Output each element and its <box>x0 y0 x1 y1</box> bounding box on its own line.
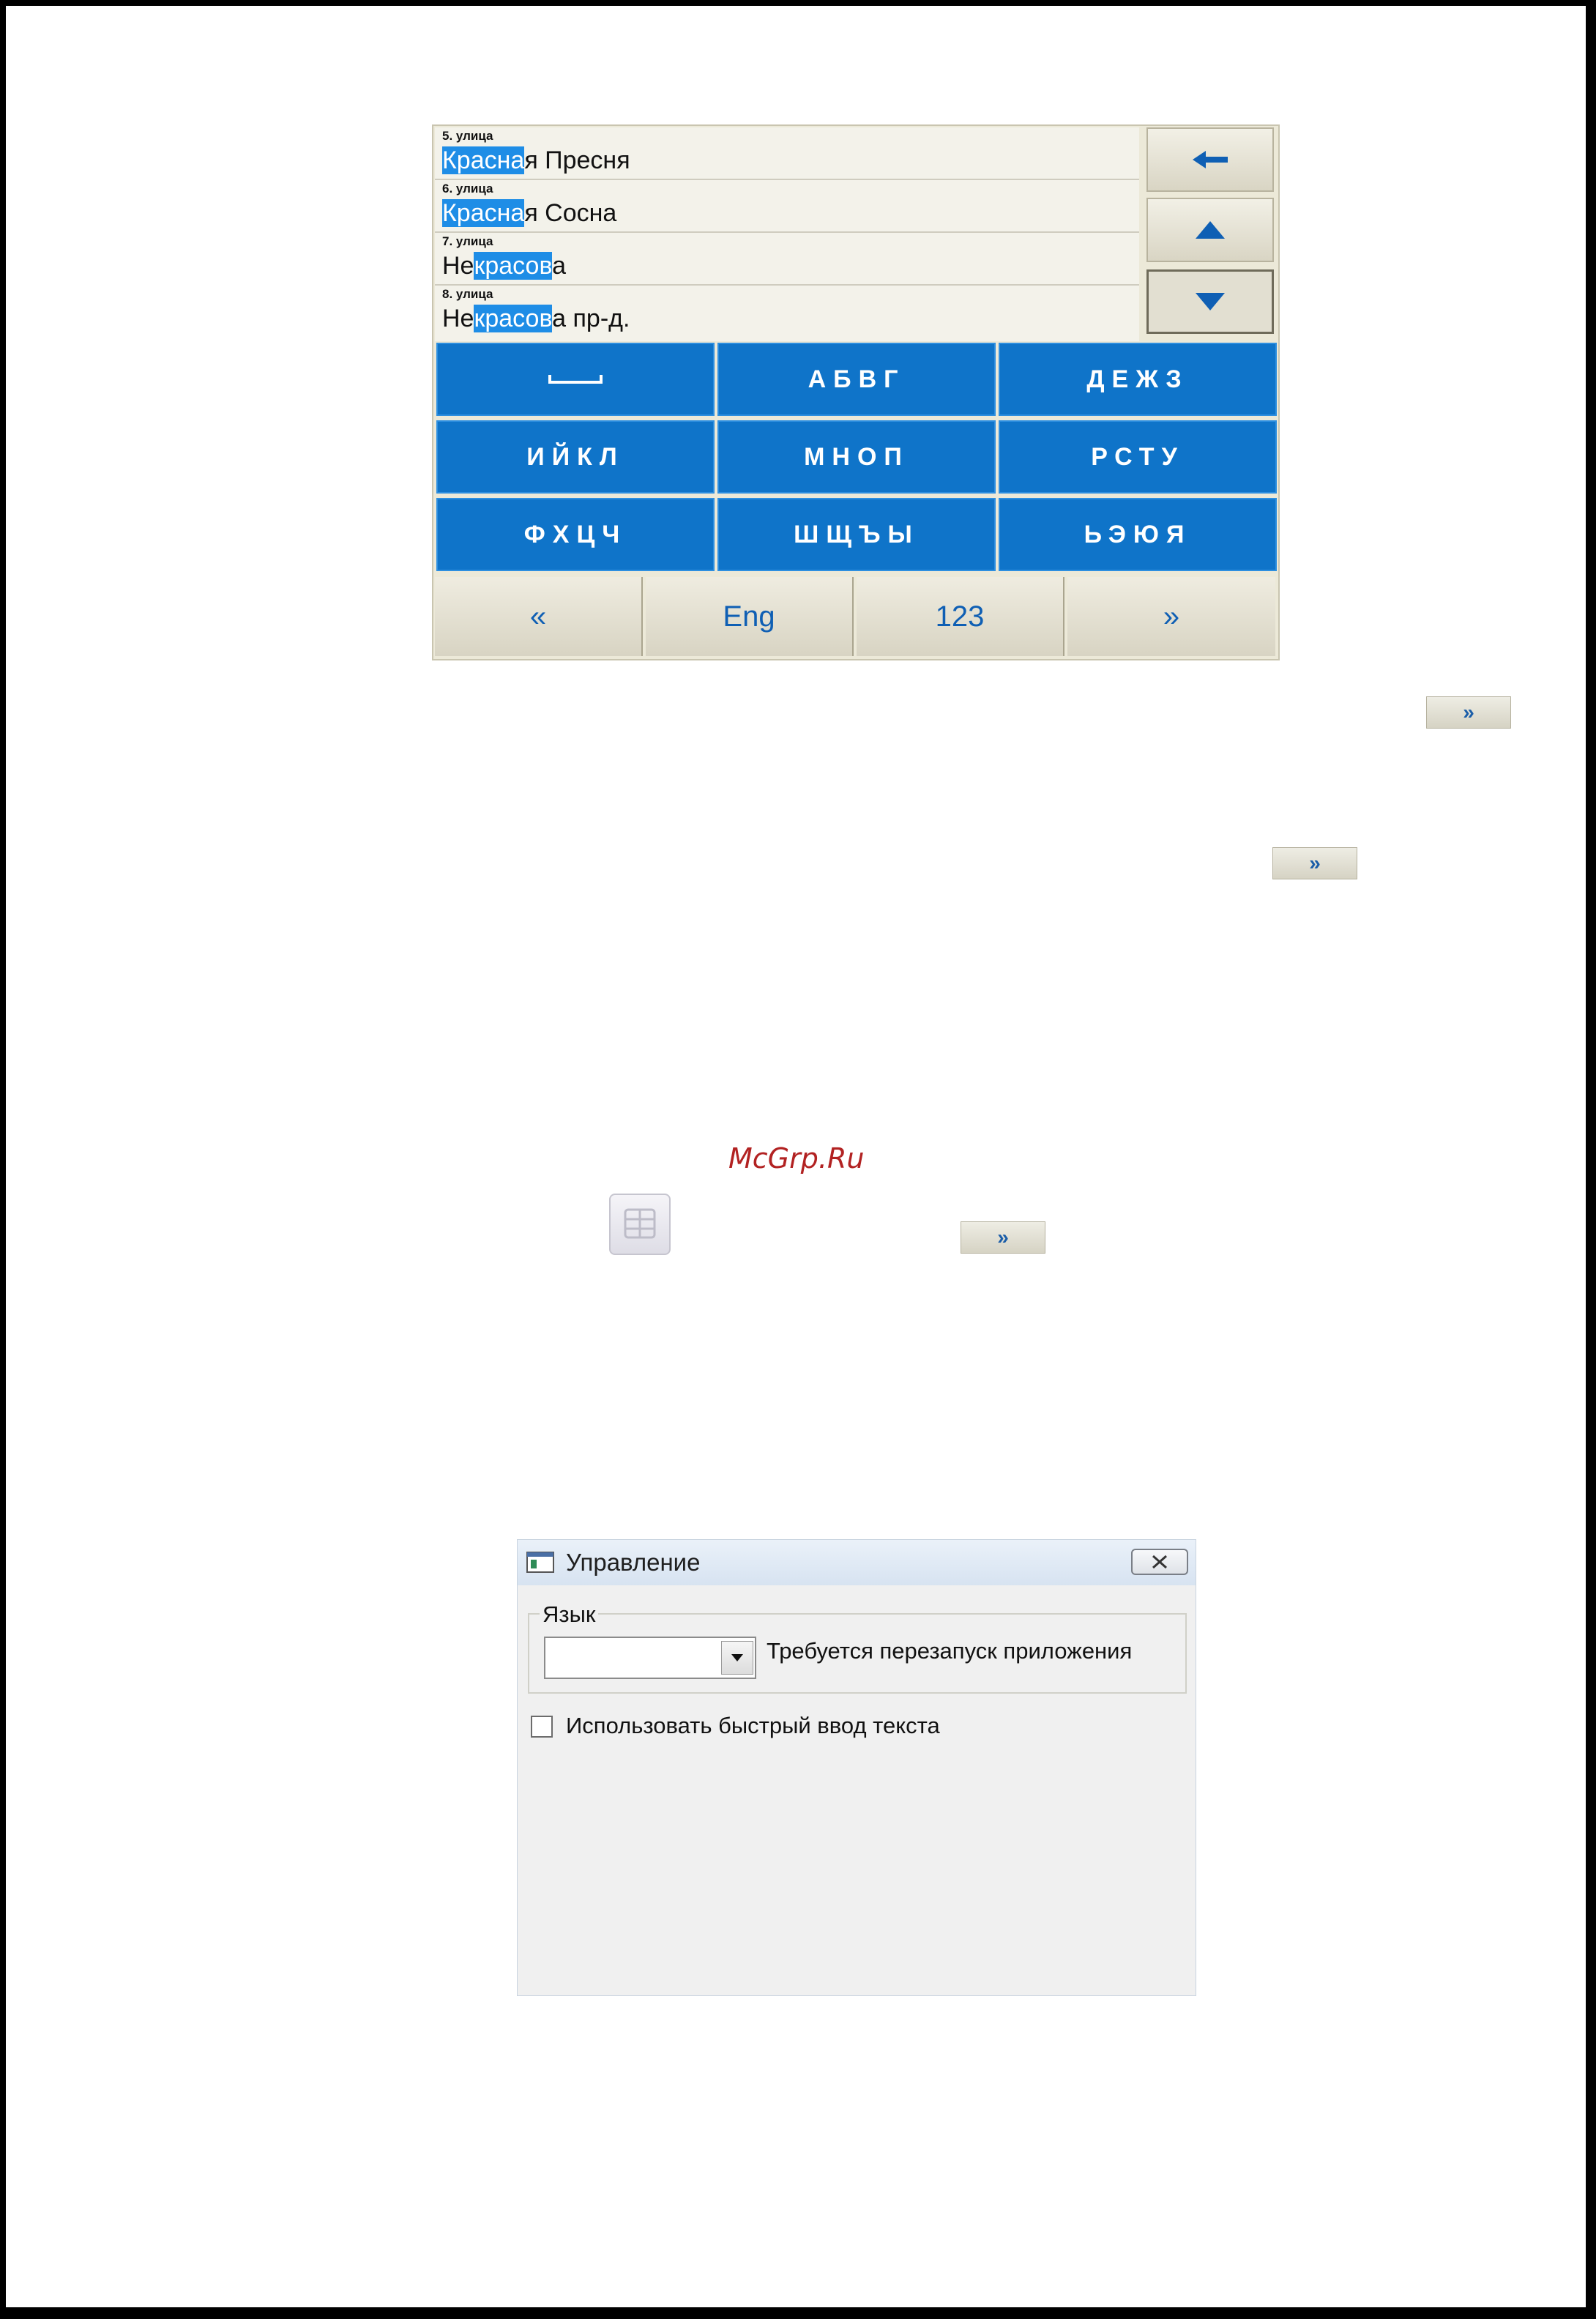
list-item[interactable] <box>435 127 1139 180</box>
scroll-up-button[interactable] <box>1146 198 1274 262</box>
next-inline-button: » <box>961 1221 1045 1254</box>
grid-icon <box>609 1194 671 1255</box>
settings-dialog <box>517 1539 1196 1996</box>
key-rstu[interactable]: РСТУ <box>999 420 1277 494</box>
grid-icon-glyph <box>611 1195 669 1254</box>
match-highlight: красов <box>474 252 553 280</box>
dropdown-button[interactable] <box>721 1641 753 1675</box>
language-eng-button[interactable]: Eng <box>646 577 854 656</box>
numbers-button[interactable]: 123 <box>857 577 1064 656</box>
watermark: McGrp.Ru <box>728 1142 865 1175</box>
match-highlight: Красна <box>442 146 525 174</box>
quick-input-checkbox[interactable] <box>531 1716 553 1738</box>
close-icon <box>1150 1554 1169 1570</box>
next-page-button[interactable]: » <box>1067 577 1275 656</box>
key-dezhz[interactable]: ДЕЖЗ <box>999 343 1277 416</box>
arrow-down-icon <box>1194 291 1226 312</box>
item-name: Красная Пресня <box>442 146 630 174</box>
item-name: Некрасова <box>442 252 567 280</box>
space-icon <box>548 373 603 385</box>
list-item[interactable] <box>435 180 1139 233</box>
key-abvg[interactable]: АБВГ <box>717 343 996 416</box>
arrow-up-icon <box>1194 220 1226 240</box>
item-name: Красная Сосна <box>442 199 617 227</box>
match-highlight: красов <box>474 305 553 332</box>
chevron-down-icon <box>731 1653 744 1662</box>
dialog-titlebar <box>518 1540 1196 1585</box>
app-icon <box>526 1550 556 1574</box>
restart-note: Требуется перезапуск приложения <box>767 1638 1133 1664</box>
language-group-label: Язык <box>540 1601 598 1628</box>
key-shshch[interactable]: ШЩЪЫ <box>717 498 996 571</box>
match-highlight: Красна <box>442 199 525 227</box>
next-inline-button: » <box>1272 847 1357 879</box>
key-fhcch[interactable]: ФХЦЧ <box>436 498 715 571</box>
item-label: 5. улица <box>442 129 493 143</box>
keyboard-screen <box>432 124 1280 660</box>
key-iykl[interactable]: ИЙКЛ <box>436 420 715 494</box>
list-item[interactable] <box>435 286 1139 338</box>
item-label: 6. улица <box>442 182 493 196</box>
results-list <box>435 127 1139 341</box>
item-label: 8. улица <box>442 287 493 301</box>
item-label: 7. улица <box>442 234 493 248</box>
quick-input-label[interactable]: Использовать быстрый ввод текста <box>566 1713 940 1738</box>
backspace-button[interactable] <box>1146 127 1274 192</box>
dialog-title: Управление <box>566 1549 701 1576</box>
key-eyuya[interactable]: ЬЭЮЯ <box>999 498 1277 571</box>
prev-page-button[interactable]: « <box>435 577 643 656</box>
item-name: Некрасова пр-д. <box>442 305 630 332</box>
list-item[interactable] <box>435 233 1139 286</box>
space-key[interactable] <box>436 343 715 416</box>
scroll-down-button[interactable] <box>1146 269 1274 334</box>
close-button[interactable] <box>1131 1549 1188 1575</box>
back-arrow-icon <box>1191 149 1229 171</box>
language-select[interactable] <box>544 1637 756 1679</box>
next-inline-button: » <box>1426 696 1511 729</box>
key-mnop[interactable]: МНОП <box>717 420 996 494</box>
